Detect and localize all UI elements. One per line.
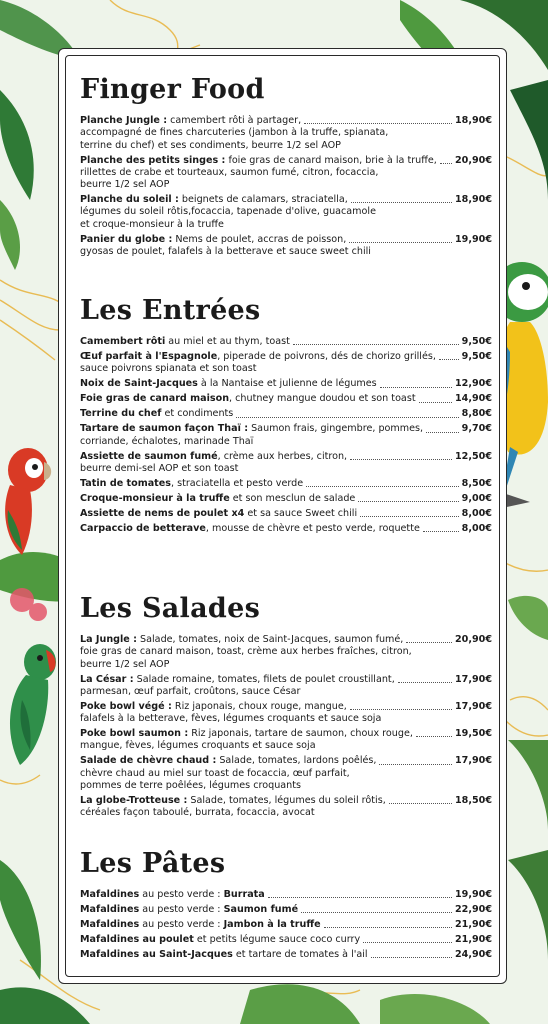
menu-item (80, 795, 492, 820)
item-description: , chutney mangue doudou et son toast (229, 393, 416, 405)
item-variant: Saumon fumé (223, 903, 299, 915)
item-description-line: foie gras de canard maison, toast, crème aux herbes fraîches, citron, (80, 646, 412, 658)
item-price: 12,90€ (454, 378, 492, 390)
menu-item (80, 508, 492, 520)
item-description-line: falafels à la betterave, fèves, légumes croquants et sauce soja (80, 713, 382, 725)
item-description: et petits légume sauce coco curry (193, 933, 361, 945)
dotted-leader (419, 402, 452, 403)
menu-item (80, 393, 492, 405)
item-price: 20,90€ (454, 634, 492, 645)
menu-item (80, 728, 492, 753)
dotted-leader (416, 736, 452, 737)
item-description: au pesto verde : (139, 918, 224, 930)
item-description-line: légumes du soleil rôtis,focaccia, tapenade d'olive, guacamole (80, 206, 376, 218)
dotted-leader (363, 942, 452, 943)
menu-section (80, 593, 492, 822)
menu-item (80, 904, 492, 916)
item-description: Saumon frais, gingembre, pommes, (248, 423, 424, 435)
menu-item (80, 155, 492, 192)
item-description: Riz japonais, tartare de saumon, choux rouge, (188, 728, 413, 740)
item-name: Tartare de saumon façon Thaï : (80, 423, 249, 435)
item-name: Mafaldines (80, 903, 140, 915)
item-description: à la Nantaise et julienne de légumes (197, 378, 377, 390)
item-name: Poke bowl végé : (80, 700, 172, 712)
menu-item (80, 919, 492, 931)
item-description-line: mangue, fèves, légumes croquants et sauce soja (80, 740, 316, 752)
item-price: 17,90€ (454, 755, 492, 767)
item-price: 18,90€ (454, 194, 492, 206)
item-price: 9,70€ (461, 423, 492, 435)
menu-item (80, 423, 492, 448)
item-price: 17,90€ (454, 700, 492, 712)
item-name: Planche du soleil : (80, 194, 179, 206)
item-price: 8,80€ (461, 408, 492, 420)
menu-item (80, 634, 492, 671)
item-description-line: sauce poivrons spianata et son toast (80, 363, 257, 375)
item-price: 19,90€ (454, 889, 492, 900)
item-description: Salade romaine, tomates, filets de poulet croustillant, (133, 673, 395, 685)
menu-section (80, 74, 492, 261)
dotted-leader (306, 486, 458, 487)
item-description: au miel et au thym, toast (165, 336, 290, 347)
item-name: La globe-Trotteuse : (80, 795, 188, 806)
menu-item (80, 889, 492, 901)
item-description: foie gras de canard maison, brie à la truffe, (225, 154, 437, 166)
menu-item (80, 451, 492, 476)
item-name: Tatin de tomates (80, 477, 171, 489)
item-description: au pesto verde : (139, 903, 224, 915)
item-name: Mafaldines au poulet (80, 933, 194, 945)
item-price: 9,00€ (461, 492, 492, 504)
item-name: Poke bowl saumon : (80, 728, 189, 740)
item-description-line: beurre 1/2 sel AOP (80, 658, 170, 670)
menu-item (80, 408, 492, 420)
section-title: Finger Food (80, 74, 265, 105)
dotted-leader (358, 501, 458, 502)
item-price: 19,90€ (454, 233, 492, 245)
parrot-green-illustration (0, 640, 65, 770)
menu-item (80, 523, 492, 535)
item-name: Assiette de saumon fumé (80, 450, 218, 462)
dotted-leader (304, 123, 452, 124)
dotted-leader (350, 459, 452, 460)
item-name: Œuf parfait à l'Espagnole (80, 350, 218, 362)
dotted-leader (406, 642, 452, 643)
item-description: , straciatella et pesto verde (171, 477, 304, 489)
item-name: Panier du globe : (80, 233, 173, 245)
menu-item (80, 493, 492, 505)
item-price: 12,50€ (454, 450, 492, 462)
menu-item (80, 234, 492, 259)
menu-item (80, 755, 492, 792)
item-description: Nems de poulet, accras de poisson, (172, 233, 347, 245)
item-name: Terrine du chef (80, 408, 162, 420)
dotted-leader (398, 682, 452, 683)
item-price: 21,90€ (454, 933, 492, 945)
item-description-line: parmesan, œuf parfait, croûtons, sauce César (80, 685, 301, 697)
item-price: 17,90€ (454, 673, 492, 685)
dotted-leader (293, 344, 459, 345)
item-description-line: beurre 1/2 sel AOP (80, 179, 170, 191)
item-description: au pesto verde : (139, 889, 224, 900)
item-price: 18,90€ (454, 115, 492, 126)
section-title: Les Entrées (80, 295, 261, 326)
item-description-line: gyosas de poulet, falafels à la betterave et sauce sweet chili (80, 246, 371, 258)
item-description: , mousse de chèvre et pesto verde, roquette (205, 522, 420, 534)
menu-item (80, 949, 492, 961)
item-price: 21,90€ (454, 918, 492, 930)
item-name: Camembert rôti (80, 336, 166, 347)
menu-section (80, 848, 492, 964)
menu-item (80, 336, 492, 348)
menu-section (80, 295, 492, 538)
menu-item (80, 115, 492, 152)
item-name: Planche des petits singes : (80, 154, 226, 166)
dotted-leader (371, 957, 452, 958)
item-price: 20,90€ (454, 154, 492, 166)
item-description: Riz japonais, choux rouge, mangue, (171, 700, 347, 712)
item-description-line: accompagné de fines charcuteries (jambon à la truffe, spianata, (80, 127, 389, 139)
dotted-leader (439, 359, 459, 360)
item-price: 18,50€ (454, 795, 492, 806)
item-name: Assiette de nems de poulet x4 (80, 507, 245, 519)
item-price: 8,50€ (461, 477, 492, 489)
item-description-line: beurre demi-sel AOP et son toast (80, 462, 239, 474)
item-name: Carpaccio de betterave (80, 522, 206, 534)
dotted-leader (379, 764, 452, 765)
item-name: Croque-monsieur à la truffe (80, 492, 230, 504)
parrot-red-illustration (0, 440, 60, 560)
item-variant: Burrata (223, 889, 265, 900)
item-variant: Jambon à la truffe (223, 918, 321, 930)
item-name: Mafaldines (80, 889, 140, 900)
dotted-leader (380, 387, 452, 388)
item-name: Salade de chèvre chaud : (80, 755, 217, 767)
item-description: et condiments (161, 408, 234, 420)
item-price: 22,90€ (454, 903, 492, 915)
item-description: Salade, tomates, lardons poêlés, (216, 755, 377, 767)
dotted-leader (351, 202, 452, 203)
item-description-line: rillettes de crabe et tourteaux, saumon fumé, citron, focaccia, (80, 166, 379, 178)
dotted-leader (426, 432, 459, 433)
item-description-line: terrine du chef) et ses condiments, beurre 1/2 sel AOP (80, 139, 341, 151)
item-name: Planche Jungle : (80, 115, 168, 126)
dotted-leader (360, 516, 459, 517)
item-price: 8,00€ (461, 522, 492, 534)
dotted-leader (236, 417, 458, 418)
dotted-leader (440, 163, 452, 164)
item-price: 24,90€ (454, 948, 492, 960)
menu-item (80, 674, 492, 699)
dotted-leader (324, 927, 452, 928)
dotted-leader (389, 803, 452, 804)
item-description-line: céréales façon taboulé, burrata, focaccia, avocat (80, 807, 315, 819)
section-title: Les Pâtes (80, 848, 226, 879)
menu-item (80, 194, 492, 231)
dotted-leader (349, 242, 452, 243)
menu-item (80, 351, 492, 376)
menu-item (80, 701, 492, 726)
item-name: La César : (80, 673, 134, 685)
menu-item (80, 934, 492, 946)
item-name: Mafaldines au Saint-Jacques (80, 948, 233, 960)
item-description-line: pommes de terre poêlées, légumes croquants (80, 780, 301, 792)
item-price: 9,50€ (461, 336, 492, 347)
item-name: La Jungle : (80, 634, 137, 645)
menu-item (80, 478, 492, 490)
item-description: Salade, tomates, noix de Saint-Jacques, saumon fumé, (137, 634, 404, 645)
item-name: Noix de Saint-Jacques (80, 378, 198, 390)
item-description-line: corriande, échalotes, marinade Thaï (80, 435, 254, 447)
item-description: , crème aux herbes, citron, (217, 450, 348, 462)
item-description: et sa sauce Sweet chili (244, 507, 358, 519)
dotted-leader (350, 709, 452, 710)
section-title: Les Salades (80, 593, 261, 624)
item-description: Salade, tomates, légumes du soleil rôtis, (187, 795, 386, 806)
item-description: beignets de calamars, straciatella, (178, 194, 348, 206)
item-price: 9,50€ (461, 350, 492, 362)
item-description-line: chèvre chaud au miel sur toast de focaccia, œuf parfait, (80, 767, 350, 779)
item-description: et tartare de tomates à l'ail (232, 948, 368, 960)
item-price: 8,00€ (461, 507, 492, 519)
menu-item (80, 378, 492, 390)
dotted-leader (268, 897, 452, 898)
dotted-leader (423, 531, 459, 532)
item-name: Foie gras de canard maison (80, 393, 230, 405)
item-description: , piperade de poivrons, dés de chorizo grillés, (217, 350, 436, 362)
item-description-line: et croque-monsieur à la truffe (80, 218, 224, 230)
item-description: camembert rôti à partager, (167, 115, 302, 126)
item-description: et son mesclun de salade (229, 492, 356, 504)
item-price: 14,90€ (454, 393, 492, 405)
dotted-leader (301, 912, 452, 913)
item-price: 19,50€ (454, 728, 492, 740)
item-name: Mafaldines (80, 918, 140, 930)
